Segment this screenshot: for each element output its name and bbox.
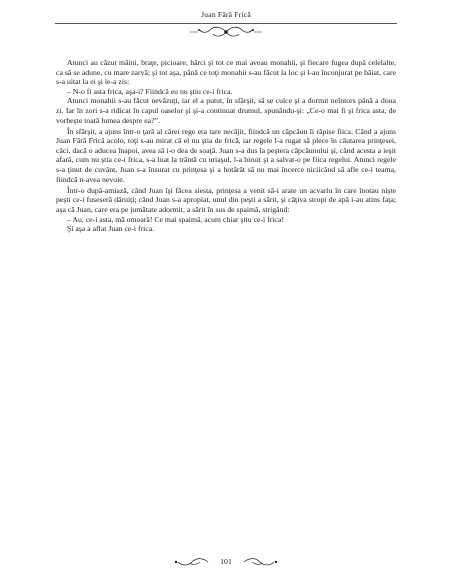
flourish-ornament-icon — [186, 25, 266, 39]
page-footer — [0, 556, 452, 570]
paragraph: – N-o fi asta frica, aşa-i? Fiindcă eu nu ştiu ce-i frica. — [67, 86, 233, 96]
footer-ornament-right-icon — [242, 556, 282, 568]
paragraph: – Au, ce-i asta, mă omoară! Ce mai spaimă, acum chiar ştiu ce-i frica! — [67, 214, 284, 224]
running-title: Juan Fără Frică — [201, 10, 251, 19]
paragraph: Şi aşa a aflat Juan ce-i frica. — [67, 224, 155, 234]
footer-ornament-left-icon — [170, 556, 210, 568]
page-number: 101 — [220, 557, 232, 566]
paragraph: Atunci au căzut mâini, braţe, picioare, hârci şi tot ce mai aveau monahii, şi fiecare fugea după celelalte, ca să se adune, cu mare zarvă; şi tot aşa, până ce toţi monahii s-au făcut la loc şi l-au înconjurat pe băiat, care s-a uitat la ei şi le-a zis: — [56, 58, 396, 87]
header-rule — [55, 23, 397, 24]
body-text — [56, 58, 396, 234]
paragraph: Atunci monahii s-au făcut nevăzuţi, iar el a putut, în sfârşit, să se culce şi a dormit neîntors până a doua zi. Iar în zori s-a ridicat în capul oaselor şi şi-a continuat drumul, spunându-şi: „Ce-o mai fi şi frica asta, de vorbeşte toată lumea despre ea?”. — [56, 96, 396, 125]
paragraph: Într-o după-amiază, când Juan îşi făcea siesta, prinţesa a venit să-i arate un acvariu în care înotau nişte peşti ce-i fuseseră dăruiţi; când Juan s-a apropiat, unul din peşti a sărit, şi câţiva stropi de apă i-au atins faţa; aşa că Juan, care era pe jumătate adormit, a sărit în sus de spaimă, strigând: — [56, 185, 396, 214]
paragraph: În sfârşit, a ajuns într-o ţară al cărei rege era tare necăjit, fiindcă un căpcăun îi răpise fiica. Când a ajuns Juan Fără Frică acolo, toţi s-au mirat că el nu ştia de frică, iar regele l-a rugat să plece în căutarea prinţesei, căci, dacă o aducea înapoi, avea să i-o dea de soaţă. Juan s-a dus la peştera căpcăunului şi, când acesta a ieşit afară, cum nu ştia ce-i frica, s-a luat la trântă cu uriaşul, l-a biruit şi a salvat-o pe fiica regelui. Atunci regele s-a ţinut de cuvânt, Juan s-a însurat cu prinţesa şi a hotărât să nu mai încerce niciicând să afle ce-i teama, fiindcă n-avea nevoie. — [56, 126, 396, 184]
